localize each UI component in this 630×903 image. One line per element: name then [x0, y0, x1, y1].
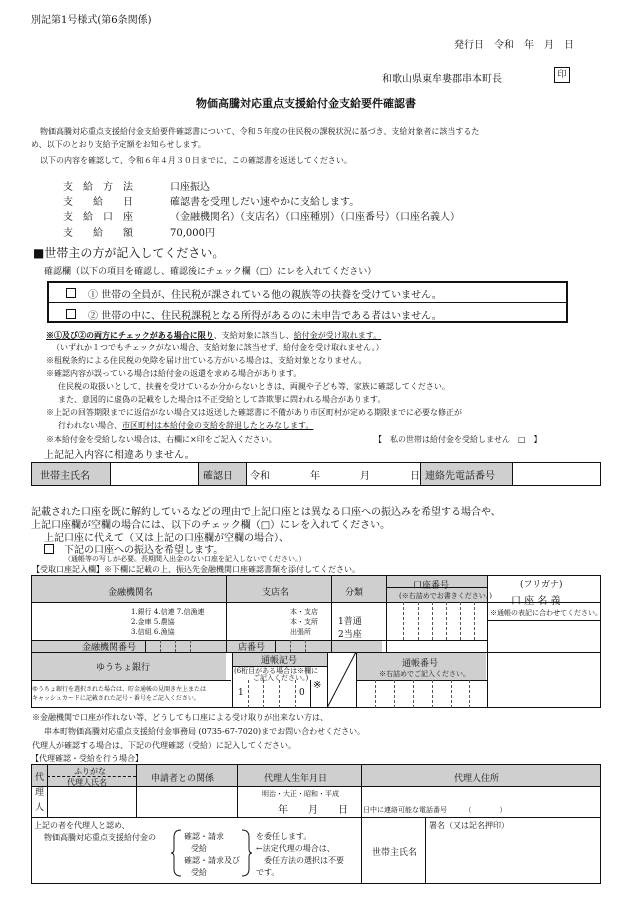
check-2-text: ② 世帯の中に、住民税課税となる所得があるのに未申告である者はいません。	[88, 311, 442, 322]
proxy-dob-field[interactable]: 年 月 日	[278, 805, 348, 816]
change-line-1: 記載された口座を既に解約しているなどの理由で上記口座とは異なる口座への振込みを希望する場合や、	[31, 507, 501, 518]
proxy-header-line	[31, 786, 601, 787]
bank-code-sep-1	[160, 640, 161, 652]
note-withdraw-main: 市区町村は本給付金の支給を辞退したとみなします。	[122, 421, 314, 430]
contact-line-1: ※金融機関で口座が作れない等、どうしても口座による受け取りが出来ない方は、	[32, 713, 328, 722]
proxy-legal-note-2: 委任方法の選択は不要	[264, 856, 344, 865]
head-name-label: 世帯主氏名	[40, 471, 90, 482]
note-missing-check: （いずれか１つでもチェックがない場合、支給対象に該当せず、給付金を受け取れません。）	[52, 343, 384, 352]
sign-row-divider-4	[420, 462, 421, 486]
decline-option[interactable]: 【 私の世帯は給付金を受給しません □ 】	[374, 435, 542, 444]
num-sep-3	[413, 680, 414, 708]
acct-vline-7	[356, 652, 357, 708]
branch-code-label: 店番号	[238, 643, 266, 653]
proxy-head-name-label: 世帯主氏名	[372, 848, 418, 858]
change-checkbox[interactable]	[44, 544, 54, 554]
proxy-name-label: 代理人氏名	[67, 778, 107, 787]
digit-sep-3	[432, 602, 433, 640]
proxy-option-confirm[interactable]: 確認・請求	[184, 832, 224, 841]
issue-date: 発行日 令和 年 月 日	[454, 40, 574, 51]
proxy-vline-1	[47, 764, 48, 817]
proxy-name-field[interactable]	[49, 788, 134, 815]
acct-holder-line-1	[487, 620, 601, 621]
branch-types-3: 出張所	[290, 628, 311, 636]
account-type-ordinary[interactable]: 1普通	[338, 617, 362, 627]
proxy-vline-4	[361, 764, 362, 884]
payment-account-value: （金融機関名）（支店名）（口座種別）（口座番号）（口座名義人）	[170, 212, 460, 223]
proxy-option-both[interactable]: 確認・請求及び	[184, 856, 240, 865]
symbol-digit-last: 0	[299, 688, 305, 698]
acct-vline-2	[331, 575, 332, 652]
note-deadline: ※上記の回答期限までに返信がない場合又は返送した確認書に不備があり市区町村が定める期限までに必要な修正が	[46, 408, 462, 417]
symbol-sep-1	[248, 680, 249, 708]
proxy-legal-note-1: ←法定代理の場合は、	[256, 844, 335, 853]
branch-types-1: 本・支店	[290, 608, 318, 616]
change-option-note: （通帳等の写しが必要。長期間入出金のない口座を記入しないでください。）	[64, 555, 306, 563]
note-fraud: また、意図的に虚偽の記載をした場合は不正受給として詐欺罪に問われる場合があります。	[58, 395, 386, 404]
proxy-appoint-line-2: 物価高騰対応重点支援給付金の	[44, 833, 156, 842]
bank-code-sep-2	[175, 640, 176, 652]
intro-line-1: 物価高騰対応重点支援給付金支給要件確認書について、令和５年度の住民税の課税状況に基づき、支給対象者に該当するた	[40, 127, 480, 136]
proxy-body-line	[31, 817, 601, 818]
symbol-note-2: ご記入ください。)	[253, 674, 309, 682]
change-option-2: 下記の口座への振込を希望します。	[64, 545, 224, 556]
acct-vline-1	[226, 575, 227, 652]
sign-row-divider-2	[198, 462, 199, 486]
symbol-note-1: (6桁目がある場合は※欄に	[234, 667, 319, 675]
type-header: 分類	[345, 588, 364, 598]
proxy-side-label-1: 代	[35, 773, 45, 783]
note-both-checks-rest: 、支給対象に該当し、	[213, 331, 294, 340]
left-bracket-icon	[171, 829, 183, 877]
form-id: 別記第1号様式(第6条関係)	[31, 15, 152, 26]
symbol-sep-2	[263, 680, 264, 708]
bank-types-2: 2.金庫 5.農協	[131, 618, 175, 626]
payment-amount-value: 70,000円	[170, 228, 215, 239]
bank-types-3: 3.信組 6.漁協	[131, 628, 175, 636]
branch-header: 支店名	[262, 588, 290, 598]
proxy-vline-2	[136, 764, 137, 817]
num-sep-6	[469, 680, 470, 708]
issuer: 和歌山県東牟婁郡串本町長	[382, 74, 502, 85]
number-header: 口座番号	[413, 581, 450, 591]
digit-sep-2	[418, 602, 419, 640]
symbol-sep-4	[295, 680, 296, 708]
bank-types-1: 1.銀行 4.信連 7.信漁連	[131, 608, 205, 616]
proxy-dob-label: 代理人生年月日	[264, 774, 328, 784]
proxy-side-label-3: 人	[35, 803, 45, 813]
number-header-note: (※右詰めでお書きください。)	[399, 592, 492, 600]
proxy-address-label: 代理人住所	[454, 774, 500, 784]
change-option-1: 上記口座に代えて（又は上記の口座欄が空欄の場合）、	[44, 533, 289, 544]
proxy-dob-eras[interactable]: 明治・大正・昭和・平成	[262, 790, 339, 798]
acct-vline-8	[310, 680, 311, 708]
sign-row-divider-3	[246, 462, 247, 486]
branch-code-vline	[275, 640, 276, 652]
note-family-check: 住民税の取扱いとして、扶養を受けているか分からないときは、両親や子ども等、家族に確認してください。	[58, 382, 450, 391]
household-heading: ■世帯主の方が記入してください。	[33, 246, 225, 260]
acct-vline-5	[232, 652, 233, 708]
symbol-sixth-digit-mark: ※	[313, 680, 322, 691]
account-type-current[interactable]: 2当座	[338, 630, 362, 640]
digit-sep-6	[474, 602, 475, 640]
note-both-checks	[46, 330, 381, 341]
holder-note: ※通帳の表記に合わせてください。	[490, 609, 602, 617]
payment-method-value: 口座振込	[170, 182, 210, 193]
yucho-note-2: キャッシュカードに記載された記号・番号をご記入ください。	[32, 695, 200, 702]
note-both-checks-result: 給付金が受け取れます。	[293, 331, 382, 340]
right-bracket-icon	[240, 829, 252, 877]
branch-code-sep-1	[290, 640, 291, 652]
num-sep-1	[375, 680, 376, 708]
contact-line-3: 代理人が確認する場合は、下記の代理確認（受給）に記入してください。	[32, 741, 296, 750]
num-sep-4	[432, 680, 433, 708]
symbol-sep-3	[279, 680, 280, 708]
proxy-signature-field[interactable]	[427, 832, 599, 882]
branch-code-sep-2	[305, 640, 306, 652]
attach-instruction: 【受取口座記入欄】※下欄に記載の上、振込先金融機関口座確認書類を添付してください。	[32, 565, 360, 574]
intro-line-3: 以下の内容を確認して、令和６年４月３０日までに、この確認書を返送してください。	[40, 156, 352, 165]
change-line-2: 上記口座欄が空欄の場合には、以下のチェック欄（□）にレを入れてください。	[31, 520, 391, 531]
bank-name-field[interactable]	[33, 604, 125, 638]
proxy-phone-field[interactable]: 日中に連絡可能な電話番号 （ ）	[363, 806, 507, 814]
proxy-appoint-line-1: 上記の者を代理人と認め、	[34, 821, 130, 830]
note-withdraw-prefix: 行われない場合、	[58, 421, 122, 430]
note-tax-treaty: ※租税条約による住民税の免除を届け出ている方がいる場合は、支給対象となりません。	[46, 356, 367, 365]
document-title: 物価高騰対応重点支援給付金支給要件確認書	[196, 97, 416, 110]
payment-date-value: 確認書を受理しだい速やかに支給します。	[170, 197, 360, 208]
proxy-option-both-receive: 受給	[191, 868, 207, 877]
proxy-relation-field[interactable]	[138, 788, 235, 815]
num-sep-2	[394, 680, 395, 708]
contact-line-2: 串本町物価高騰対応重点支援給付金事務局 (0735-67-7020)までお問い合わせください。	[44, 727, 366, 736]
digit-sep-5	[460, 602, 461, 640]
number-note-2: ※右詰めでご記入ください。	[379, 670, 470, 678]
proxy-signature-label: 署名（又は記名押印）	[429, 821, 509, 830]
note-decline: ※本給付金を受給しない場合は、右欄に×印をご記入ください。	[46, 435, 277, 444]
passbook-number-label: 通帳番号	[402, 659, 439, 669]
passbook-symbol-label: 通帳記号	[261, 656, 298, 666]
proxy-side-label-2: 理	[35, 788, 45, 798]
proxy-delegate-text: を委任します。	[256, 832, 312, 841]
confirm-date-label: 確認日	[203, 471, 233, 482]
check-1-text: ① 世帯の全員が、住民税が課されている他の親族等の扶養を受けていません。	[88, 290, 442, 301]
holder-header: 口 座 名 義	[511, 596, 561, 607]
head-name-field[interactable]	[112, 464, 196, 484]
check-2-checkbox[interactable]	[66, 309, 76, 319]
proxy-option-receive[interactable]: 受給	[191, 844, 207, 853]
check-1-checkbox[interactable]	[66, 288, 76, 298]
bank-code-vline	[145, 640, 146, 652]
bank-code-label: 金融機関番号	[82, 643, 137, 653]
yucho-label: ゆうちょ銀行	[96, 663, 151, 673]
branch-types-2: 本・支所	[290, 618, 318, 626]
proxy-furigana-label: ふりがな	[74, 767, 106, 776]
num-sep-5	[451, 680, 452, 708]
proxy-relation-label: 申請者との関係	[151, 774, 215, 784]
branch-name-field[interactable]	[228, 604, 288, 638]
digit-sep-1	[403, 602, 404, 640]
acct-vline-3	[386, 575, 387, 652]
note-refund: ※確認内容が誤っている場合は給付金の返還を求める場合があります。	[46, 369, 302, 378]
proxy-section-title: 【代理確認・受給を行う場合】	[31, 754, 143, 763]
yucho-note-1: ゆうちょ銀行を選択された場合は、貯金通帳の見開き左上または	[32, 686, 207, 693]
furigana-header: (フリガナ)	[520, 580, 563, 590]
issuer-seal: 印	[554, 67, 570, 83]
proxy-address-field[interactable]	[363, 788, 599, 803]
proxy-legal-note-3: です。	[256, 868, 280, 877]
bank-name-header: 金融機関名	[108, 588, 154, 598]
confirm-date-field[interactable]: 令和 年 月 日	[250, 471, 420, 482]
confirm-statement: 上記記入内容に相違ありません。	[44, 450, 195, 461]
intro-line-2: め、以下のとおり支給予定額をお知らせします。	[31, 140, 206, 149]
holder-name-field[interactable]	[489, 622, 599, 650]
payment-date-label: 支 給 日	[63, 197, 133, 208]
account-type-disabled-slash	[327, 652, 356, 708]
note-both-checks-emphasis: ※①及び②の両方にチェックがある場合に限り	[46, 330, 214, 340]
payment-amount-label: 支 給 額	[63, 228, 133, 239]
proxy-vline-5	[425, 817, 426, 884]
sign-row-divider-1	[110, 462, 111, 486]
proxy-vline-3	[237, 764, 238, 817]
check-divider	[47, 302, 568, 303]
check-instructions: 確認欄（以下の項目を確認し、確認後にチェック欄（□）にレを入れてください）	[44, 267, 377, 277]
bank-code-sep-3	[190, 640, 191, 652]
acct-line-4	[31, 680, 231, 681]
sign-row-divider-5	[512, 462, 513, 486]
digit-sep-4	[446, 602, 447, 640]
phone-label: 連絡先電話番号	[425, 471, 495, 482]
payment-method-label: 支 給 方 法	[63, 182, 133, 193]
note-withdraw	[58, 420, 313, 431]
phone-field[interactable]	[514, 464, 599, 484]
payment-account-label: 支 給 口 座	[63, 212, 133, 223]
symbol-digit-first: 1	[238, 688, 244, 698]
acct-holder-line-2	[487, 652, 601, 653]
